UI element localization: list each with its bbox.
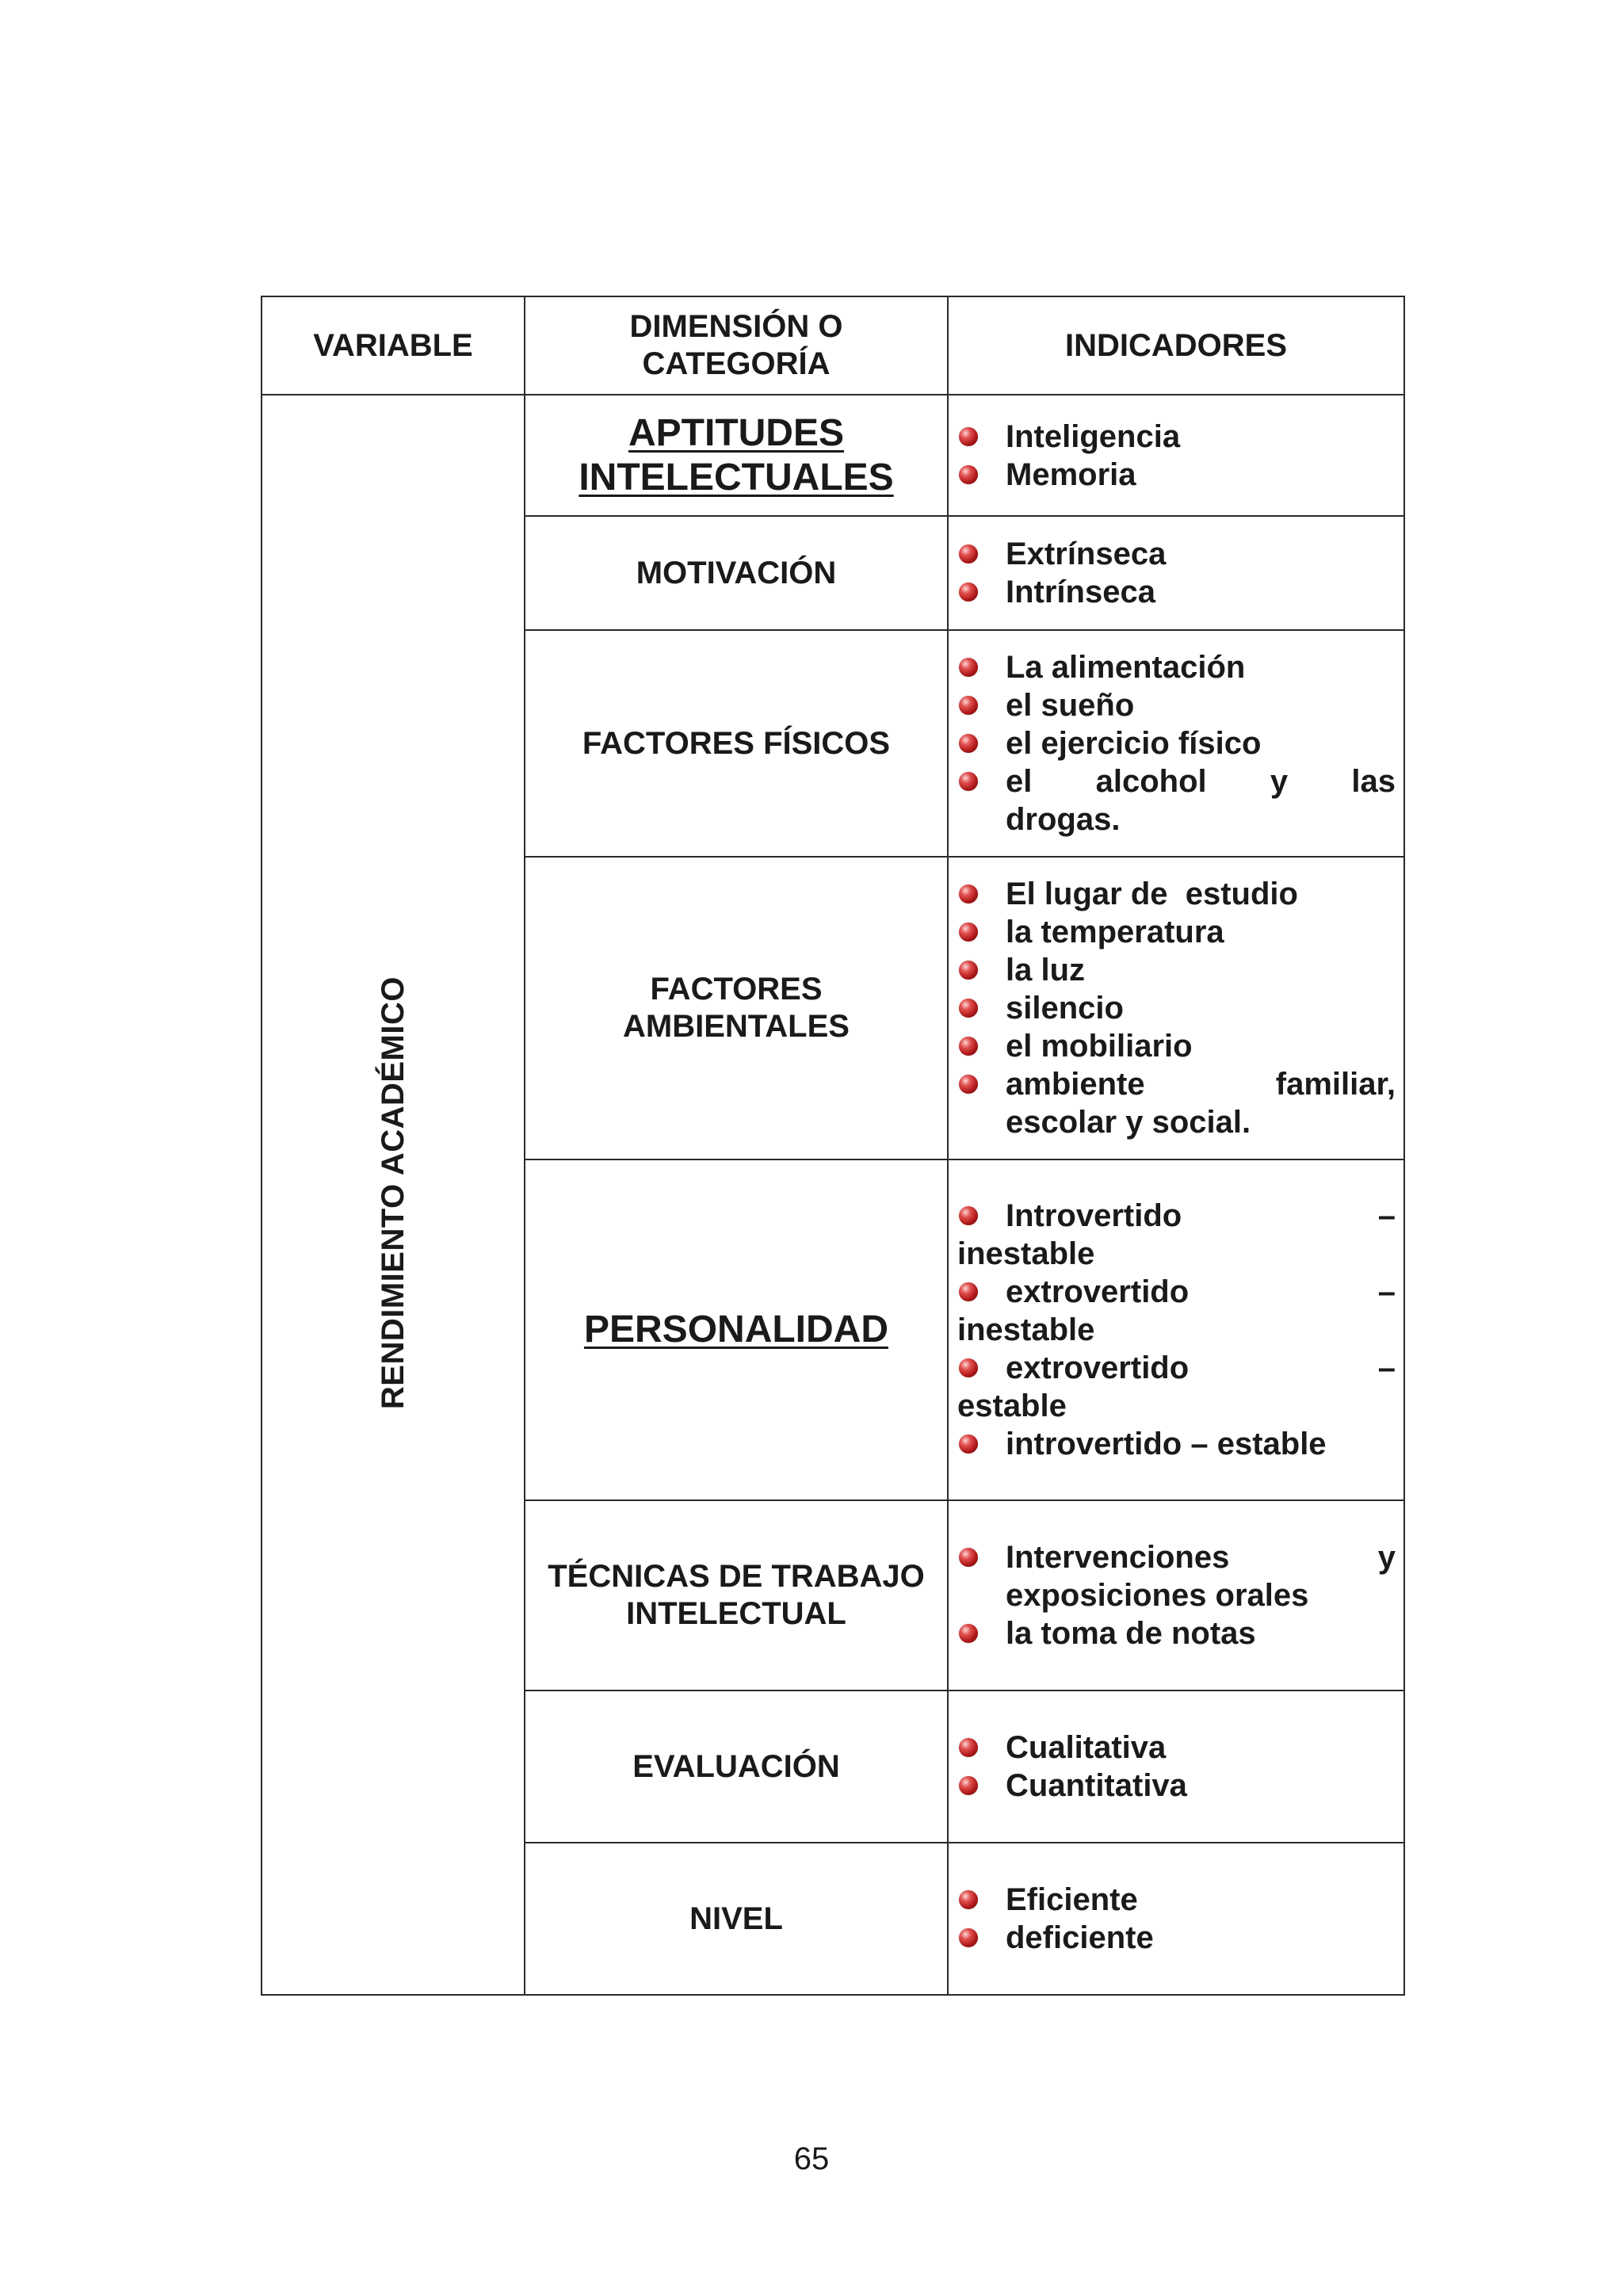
indicator-item-continuation: escolar y social. xyxy=(1006,1105,1251,1140)
dimension-cell xyxy=(525,1843,948,1995)
dimension-label-line2: AMBIENTALES xyxy=(623,1009,850,1044)
indicator-item-continuation: exposiciones orales xyxy=(1006,1578,1309,1613)
dimension-label-line2: INTELECTUAL xyxy=(626,1596,846,1631)
red-sphere-bullet-icon xyxy=(959,1435,978,1454)
indicator-item: el ejercicio físico xyxy=(1006,724,1396,762)
dimension-label: EVALUACIÓN xyxy=(632,1748,840,1784)
indicator-item: El lugar de estudio xyxy=(1006,875,1396,913)
indicators-cell xyxy=(948,1159,1404,1500)
red-sphere-bullet-icon xyxy=(959,1075,978,1094)
header-dimension-line1: DIMENSIÓN O xyxy=(629,309,843,344)
indicator-item: Introvertido – xyxy=(957,1197,1396,1235)
indicator-item: extrovertido – xyxy=(957,1273,1396,1311)
table-header-row xyxy=(262,296,1404,395)
red-sphere-bullet-icon xyxy=(959,658,978,677)
red-sphere-bullet-icon xyxy=(959,1624,978,1643)
dimension-label-line2: INTELECTUALES xyxy=(579,456,894,499)
indicators-cell xyxy=(948,630,1404,857)
dimension-label: MOTIVACIÓN xyxy=(636,555,837,590)
red-sphere-bullet-icon xyxy=(959,923,978,942)
variable-name: RENDIMIENTO ACADÉMICO xyxy=(375,976,411,1410)
red-sphere-bullet-icon xyxy=(959,999,978,1018)
red-sphere-bullet-icon xyxy=(959,583,978,602)
red-sphere-bullet-icon xyxy=(959,1037,978,1056)
dimension-label: PERSONALIDAD xyxy=(583,1308,889,1350)
red-sphere-bullet-icon xyxy=(959,772,978,791)
dimension-label: NIVEL xyxy=(689,1901,783,1936)
indicator-item: silencio xyxy=(1006,989,1396,1027)
dimension-label-line1: TÉCNICAS DE TRABAJO xyxy=(548,1559,925,1594)
header-dimension xyxy=(525,296,948,395)
page-number: 65 xyxy=(793,2141,830,2176)
red-sphere-bullet-icon xyxy=(959,1928,978,1947)
red-sphere-bullet-icon xyxy=(959,961,978,980)
indicators-cell xyxy=(948,857,1404,1159)
red-sphere-bullet-icon xyxy=(959,884,978,904)
indicator-item: Eficiente xyxy=(1006,1881,1396,1919)
indicator-item-continuation: estable xyxy=(957,1389,1067,1423)
header-indicators xyxy=(948,296,1404,395)
dimension-cell xyxy=(525,1690,948,1843)
indicator-item-continuation: inestable xyxy=(957,1236,1095,1271)
indicator-item: Intrínseca xyxy=(1006,573,1396,611)
indicator-item: Memoria xyxy=(1006,456,1396,494)
header-dimension-line2: CATEGORÍA xyxy=(642,346,831,381)
red-sphere-bullet-icon xyxy=(959,1358,978,1377)
indicator-item: Extrínseca xyxy=(1006,535,1396,573)
red-sphere-bullet-icon xyxy=(959,544,978,563)
dimension-label: FACTORES FÍSICOS xyxy=(582,725,891,761)
red-sphere-bullet-icon xyxy=(959,1548,978,1567)
red-sphere-bullet-icon xyxy=(959,1206,978,1225)
header-variable-label: VARIABLE xyxy=(313,327,473,363)
indicator-item: Inteligencia xyxy=(1006,418,1396,456)
indicators-cell xyxy=(948,516,1404,630)
operationalization-table xyxy=(261,296,1405,1996)
red-sphere-bullet-icon xyxy=(959,465,978,484)
indicator-item: ambiente familiar, xyxy=(1006,1065,1396,1103)
table-row xyxy=(262,395,1404,516)
dimension-label-line1: APTITUDES xyxy=(628,411,844,454)
dimension-cell xyxy=(525,857,948,1159)
indicator-item: introvertido – estable xyxy=(957,1425,1396,1463)
indicator-item: Cualitativa xyxy=(1006,1729,1396,1767)
red-sphere-bullet-icon xyxy=(959,1776,978,1795)
indicator-item: el sueño xyxy=(1006,686,1396,724)
indicator-item: Intervenciones y xyxy=(1006,1538,1396,1576)
indicators-cell xyxy=(948,1500,1404,1690)
indicator-item: la toma de notas xyxy=(1006,1614,1396,1652)
red-sphere-bullet-icon xyxy=(959,734,978,753)
indicator-item: extrovertido – xyxy=(957,1349,1396,1387)
header-indicators-label: INDICADORES xyxy=(1064,327,1288,363)
dimension-cell xyxy=(525,1159,948,1500)
indicator-item: La alimentación xyxy=(1006,648,1396,686)
variable-cell xyxy=(262,395,525,1995)
indicator-item: la luz xyxy=(1006,951,1396,989)
indicator-item-continuation: inestable xyxy=(957,1312,1095,1347)
indicator-item: deficiente xyxy=(1006,1919,1396,1957)
red-sphere-bullet-icon xyxy=(959,1738,978,1757)
indicators-cell xyxy=(948,1843,1404,1995)
red-sphere-bullet-icon xyxy=(959,427,978,446)
dimension-cell xyxy=(525,395,948,516)
red-sphere-bullet-icon xyxy=(959,696,978,715)
indicators-cell xyxy=(948,395,1404,516)
red-sphere-bullet-icon xyxy=(959,1890,978,1909)
indicator-item-continuation: drogas. xyxy=(1006,802,1121,837)
header-variable xyxy=(262,296,525,395)
dimension-label-line1: FACTORES xyxy=(650,972,823,1007)
indicator-item: el alcohol y las xyxy=(1006,762,1396,800)
red-sphere-bullet-icon xyxy=(959,1282,978,1301)
indicator-item: la temperatura xyxy=(1006,913,1396,951)
indicator-item: Cuantitativa xyxy=(1006,1767,1396,1805)
dimension-cell xyxy=(525,1500,948,1690)
indicators-cell xyxy=(948,1690,1404,1843)
dimension-cell xyxy=(525,516,948,630)
dimension-cell xyxy=(525,630,948,857)
indicator-item: el mobiliario xyxy=(1006,1027,1396,1065)
